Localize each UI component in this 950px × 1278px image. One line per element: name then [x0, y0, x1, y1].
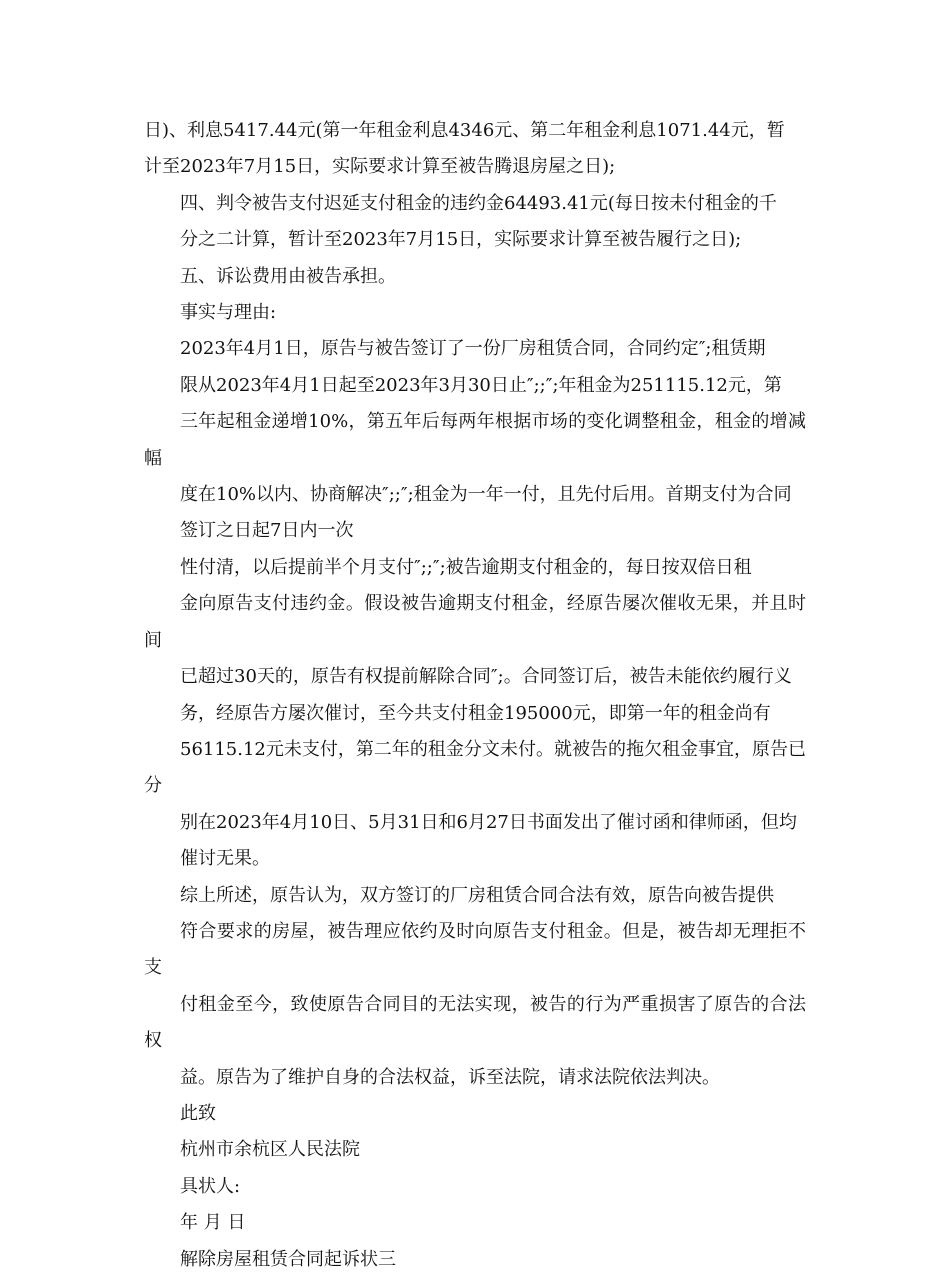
text-line: 综上所述，原告认为，双方签订的厂房租赁合同合法有效，原告向被告提供: [180, 884, 774, 906]
paragraph: [144, 1242, 806, 1278]
paragraph: [144, 295, 806, 331]
text-line: 56115.12元未支付，第二年的租金分文未付。就被告的拖欠租金事宜，原告已分: [144, 738, 806, 797]
text-line: 五、诉讼费用由被告承担。: [180, 265, 396, 287]
text-line: 付租金至今，致使原告合同目的无法实现，被告的行为严重损害了原告的合法权: [144, 993, 806, 1052]
paragraph: [144, 186, 806, 259]
text-line: 三年起租金递增10%，第五年后每两年根据市场的变化调整租金，租金的增减幅: [144, 411, 806, 469]
paragraph: [144, 113, 806, 186]
paragraph: [144, 1169, 806, 1205]
paragraph: [144, 1132, 806, 1168]
paragraph: [144, 550, 806, 878]
paragraph: [144, 1205, 806, 1241]
paragraph: [144, 1096, 806, 1132]
text-line: 限从2023年4月1日起至2023年3月30日止″;;″;年租金为251115.12元，第: [180, 374, 782, 396]
text-line: 催讨无果。: [180, 848, 270, 870]
document-body: [144, 113, 806, 1278]
text-line: 年 月 日: [180, 1212, 246, 1234]
text-line: 四、判令被告支付迟延支付租金的违约金64493.41元(每日按未付租金的千: [180, 192, 777, 214]
text-line: 符合要求的房屋，被告理应依约及时向原告支付租金。但是，被告却无理拒不支: [144, 920, 806, 979]
paragraph: [144, 259, 806, 295]
text-line: 分之二计算，暂计至2023年7月15日，实际要求计算至被告履行之日);: [180, 229, 742, 251]
text-line: 已超过30天的，原告有权提前解除合同″;。合同签订后，被告未能依约履行义: [180, 666, 792, 688]
text-line: 务，经原告方屡次催讨，至今共支付租金195000元，即第一年的租金尚有: [180, 702, 771, 724]
text-line: 2023年4月1日，原告与被告签订了一份厂房租赁合同，合同约定″;租赁期: [180, 338, 766, 360]
text-line: 别在2023年4月10日、5月31日和6月27日书面发出了催讨函和律师函，但均: [180, 811, 797, 833]
text-line: 杭州市余杭区人民法院: [180, 1139, 360, 1161]
text-line: 金向原告支付违约金。假设被告逾期支付租金，经原告屡次催收无果，并且时间: [144, 593, 806, 651]
text-line: 日)、利息5417.44元(第一年租金利息4346元、第二年租金利息1071.44元，暂: [144, 120, 785, 141]
paragraph: [144, 878, 806, 1096]
text-line: 此致: [180, 1102, 216, 1124]
text-line: 性付清，以后提前半个月支付″;;″;被告逾期支付租金的，每日按双倍日租: [180, 556, 752, 578]
text-line: 度在10%以内、协商解决″;;″;租金为一年一付，且先付后用。首期支付为合同: [180, 484, 792, 506]
paragraph: [144, 331, 806, 549]
text-line: 益。原告为了维护自身的合法权益，诉至法院，请求法院依法判决。: [180, 1066, 720, 1088]
text-line: 计至2023年7月15日，实际要求计算至被告腾退房屋之日);: [144, 156, 616, 178]
text-line: 事实与理由:: [180, 302, 277, 324]
text-line: 具状人:: [180, 1175, 241, 1197]
text-line: 签订之日起7日内一次: [180, 520, 354, 542]
text-line: 解除房屋租赁合同起诉状三: [180, 1248, 396, 1270]
